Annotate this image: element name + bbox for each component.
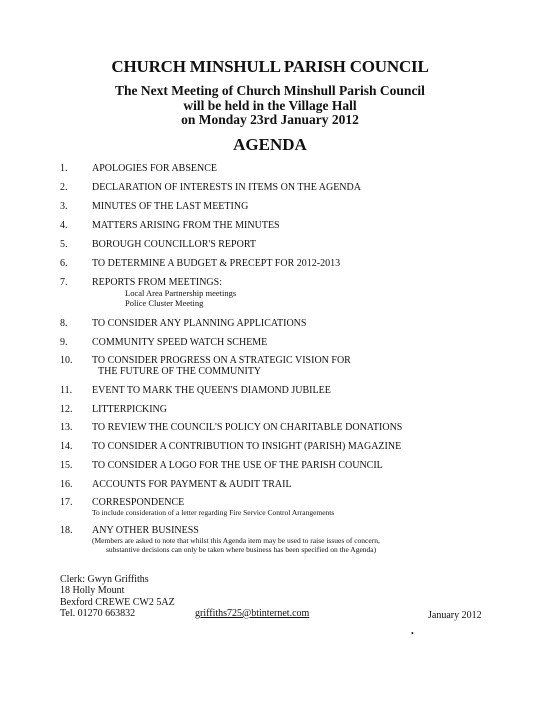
- meeting-line-2: will be held in the Village Hall: [183, 97, 357, 113]
- meeting-notice: [0, 84, 540, 128]
- item-text: TO CONSIDER A LOGO FOR THE USE OF THE PARISH COUNCIL: [92, 460, 383, 471]
- item-note: substantive decisions can only be taken where business has been specified on the Agenda): [106, 545, 377, 554]
- item-number: 12.: [60, 404, 73, 415]
- item-number: 17.: [60, 497, 73, 508]
- scan-mark: •: [411, 629, 414, 638]
- item-number: 6.: [60, 258, 68, 269]
- clerk-contact: [60, 574, 310, 619]
- item-number: 1.: [60, 163, 68, 174]
- item-text: MATTERS ARISING FROM THE MINUTES: [92, 220, 280, 231]
- clerk-name: Clerk: Gwyn Griffiths: [60, 574, 149, 585]
- clerk-address-line-1: 18 Holly Mount: [60, 585, 125, 597]
- item-number: 14.: [60, 441, 73, 452]
- item-number: 18.: [60, 525, 73, 536]
- clerk-email-link[interactable]: griffiths725@btinternet.com: [195, 607, 310, 619]
- document-date: January 2012: [428, 610, 482, 621]
- item-number: 13.: [60, 422, 73, 433]
- item-number: 10.: [60, 355, 73, 366]
- item-text: TO CONSIDER ANY PLANNING APPLICATIONS: [92, 318, 307, 329]
- meeting-line-1: The Next Meeting of Church Minshull Parish Council: [115, 83, 425, 98]
- item-number: 4.: [60, 220, 68, 231]
- agenda-heading: AGENDA: [233, 135, 307, 154]
- item-number: 9.: [60, 337, 68, 348]
- item-text: TO REVIEW THE COUNCIL'S POLICY ON CHARITABLE DONATIONS: [92, 422, 403, 433]
- item-text-continued: THE FUTURE OF THE COMMUNITY: [98, 366, 262, 377]
- item-text: MINUTES OF THE LAST MEETING: [92, 201, 249, 212]
- item-subline: Police Cluster Meeting: [125, 298, 204, 308]
- item-number: 7.: [60, 277, 68, 288]
- item-number: 16.: [60, 479, 73, 490]
- clerk-phone: Tel. 01270 663832: [60, 607, 136, 619]
- clerk-phone-email-line: [60, 607, 310, 619]
- item-text: APOLOGIES FOR ABSENCE: [92, 163, 218, 174]
- item-text: COMMUNITY SPEED WATCH SCHEME: [92, 337, 268, 348]
- meeting-line-3: on Monday 23rd January 2012: [181, 112, 359, 127]
- item-number: 11.: [60, 385, 73, 396]
- item-note: (Members are asked to note that whilst this Agenda item may be used to raise issues of concern,: [92, 536, 380, 545]
- item-text: REPORTS FROM MEETINGS:: [92, 277, 222, 288]
- item-text: LITTERPICKING: [92, 404, 167, 415]
- item-number: 2.: [60, 182, 68, 193]
- item-note: To include consideration of a letter regarding Fire Service Control Arrangements: [92, 508, 335, 517]
- item-number: 15.: [60, 460, 73, 471]
- item-subline: Local Area Partnership meetings: [125, 288, 237, 298]
- clerk-address-line-2: Bexford CREWE CW2 5AZ: [60, 596, 175, 608]
- item-text: ACCOUNTS FOR PAYMENT & AUDIT TRAIL: [92, 479, 292, 490]
- council-title: CHURCH MINSHULL PARISH COUNCIL: [111, 57, 429, 76]
- item-text: TO CONSIDER A CONTRIBUTION TO INSIGHT (PARISH) MAGAZINE: [92, 441, 402, 452]
- item-text: TO CONSIDER PROGRESS ON A STRATEGIC VISION FOR: [92, 355, 351, 366]
- item-number: 5.: [60, 239, 68, 250]
- item-text: CORRESPONDENCE: [92, 497, 185, 508]
- item-number: 8.: [60, 318, 68, 329]
- item-text: EVENT TO MARK THE QUEEN'S DIAMOND JUBILEE: [92, 385, 331, 396]
- item-text: ANY OTHER BUSINESS: [92, 525, 199, 536]
- item-number: 3.: [60, 201, 68, 212]
- item-text: BOROUGH COUNCILLOR'S REPORT: [92, 239, 256, 250]
- item-text: TO DETERMINE A BUDGET & PRECEPT FOR 2012-2013: [92, 258, 341, 269]
- item-text: DECLARATION OF INTERESTS IN ITEMS ON THE AGENDA: [92, 182, 361, 193]
